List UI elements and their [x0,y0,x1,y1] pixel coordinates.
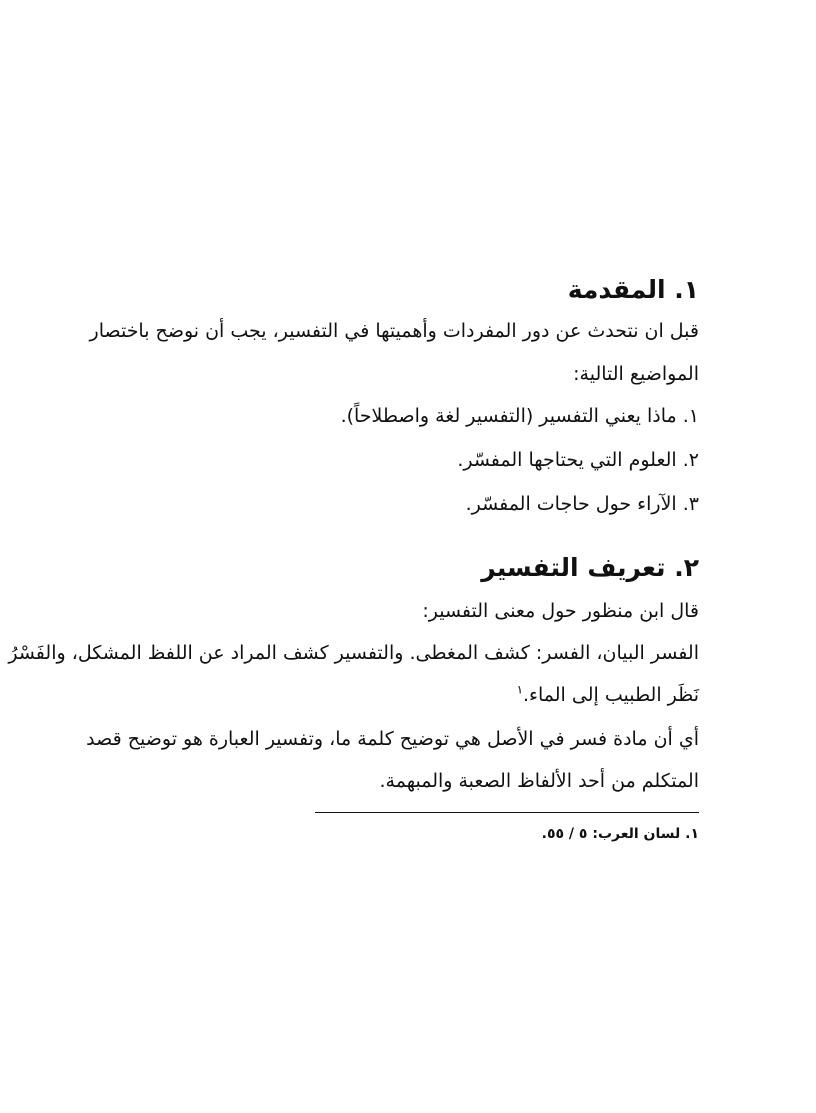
quote-line-2-text: نَظَر الطبيب إلى الماء. [523,684,699,706]
list-item-2: ٢. العلوم التي يحتاجها المفسّر. [457,449,699,471]
explanation-line-2: المتكلم من أحد الألفاظ الصعبة والمبهمة. [379,770,699,792]
section-1-heading: ١. المقدمة [567,275,699,304]
list-item-3: ٣. الآراء حول حاجات المفسّر. [465,493,699,515]
footnote-divider [315,812,699,813]
quote-line-2 [517,682,699,708]
footnote-reference: ١ [516,682,524,697]
explanation-line-1: أي أن مادة فسر في الأصل هي توضيح كلمة ما، وتفسير العبارة هو توضيح قصد [86,728,699,750]
quote-line-1: الفسر البيان، الفسر: كشف المغطى. والتفسير كشف المراد عن اللفظ المشكل، والفَسْرُ [8,642,699,664]
list-item-1: ١. ماذا يعني التفسير (التفسير لغة واصطلاحاً). [340,405,699,427]
intro-paragraph-line-1: قبل ان نتحدث عن دور المفردات وأهميتها في التفسير، يجب أن نوضح باختصار [89,320,699,342]
footnote-text: ١. لسان العرب: ٥ / ٥٥. [541,826,699,842]
intro-paragraph-line-2: المواضيع التالية: [573,363,699,385]
section-2-heading: ٢. تعريف التفسير [481,553,699,582]
quote-intro: قال ابن منظور حول معنى التفسير: [422,600,699,622]
